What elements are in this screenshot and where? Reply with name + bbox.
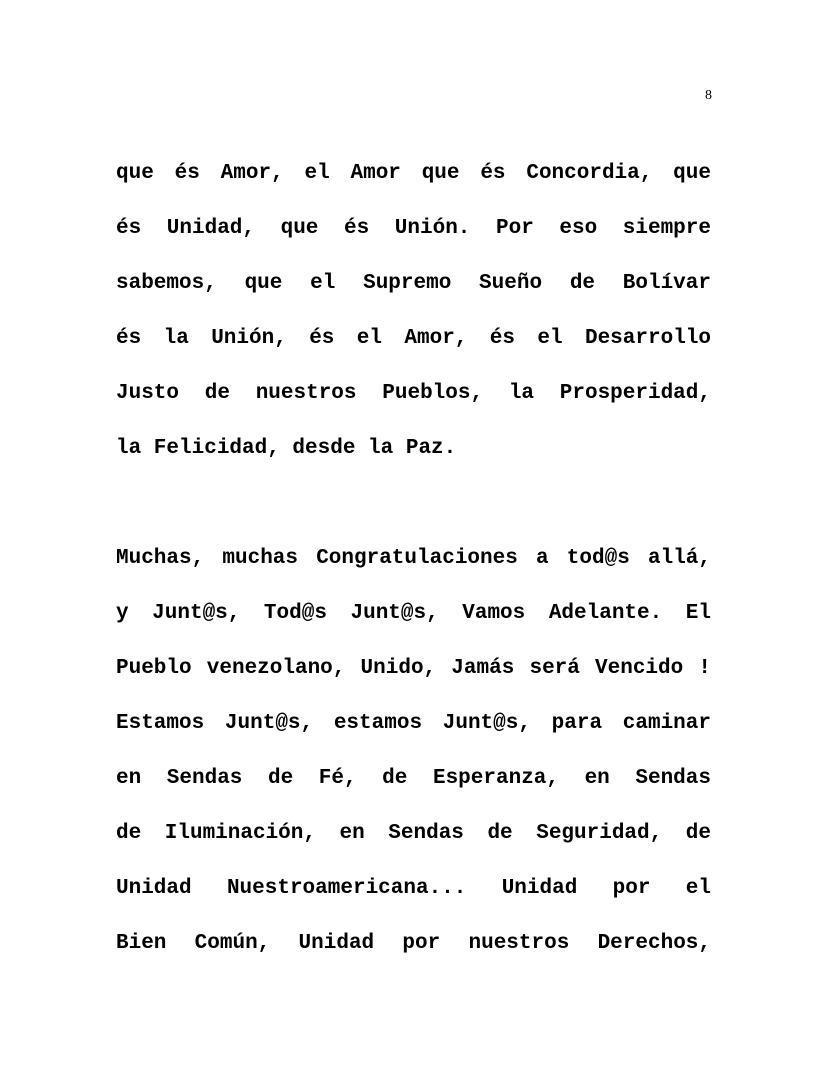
text-line: Justo de nuestros Pueblos, la Prosperidad, (116, 382, 711, 405)
page-number: 8 (705, 88, 712, 103)
text-line: Bien Común, Unidad por nuestros Derechos, (116, 932, 711, 955)
text-line: és Unidad, que és Unión. Por eso siempre (116, 217, 711, 240)
text-line: Pueblo venezolano, Unido, Jamás será Vencido ! (116, 657, 711, 680)
text-line: Estamos Junt@s, estamos Junt@s, para caminar (116, 712, 711, 735)
text-line: que és Amor, el Amor que és Concordia, que (116, 162, 711, 185)
text-line: Muchas, muchas Congratulaciones a tod@s allá, (116, 547, 711, 570)
text-line: en Sendas de Fé, de Esperanza, en Sendas (116, 767, 711, 790)
text-line: de Iluminación, en Sendas de Seguridad, de (116, 822, 711, 845)
text-line: és la Unión, és el Amor, és el Desarrollo (116, 327, 711, 350)
text-line: la Felicidad, desde la Paz. (116, 437, 457, 460)
text-line: Unidad Nuestroamericana... Unidad por el (116, 877, 711, 900)
text-line: y Junt@s, Tod@s Junt@s, Vamos Adelante. El (116, 602, 711, 625)
text-line: sabemos, que el Supremo Sueño de Bolívar (116, 272, 711, 295)
